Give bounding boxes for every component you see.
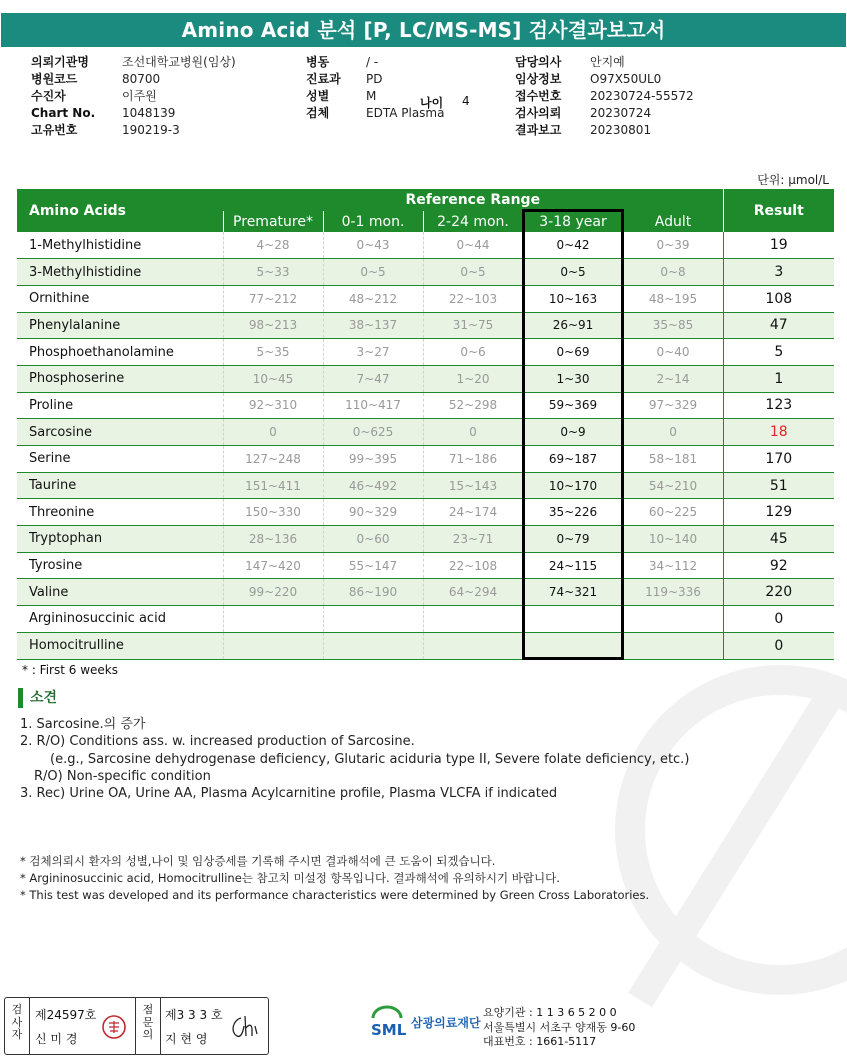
reference-range-cell	[423, 606, 523, 633]
label-department: 진료과	[306, 72, 341, 86]
label-ward: 병동	[306, 55, 330, 69]
result-value: 18	[723, 419, 834, 446]
reference-range-cell: 0~43	[323, 232, 423, 259]
tester-label: 검사자	[11, 1003, 23, 1041]
reference-range-cell	[223, 606, 323, 633]
findings-heading: 소견	[18, 688, 57, 708]
reference-range-cell: 4~28	[223, 232, 323, 259]
amino-acid-name: Sarcosine	[17, 419, 223, 446]
sml-logo-icon	[367, 1004, 407, 1040]
reviewer-license-no: 제3 3 3 호	[165, 1008, 223, 1022]
value-sex: M	[366, 89, 377, 103]
amino-acid-name: 3-Methylhistidine	[17, 259, 223, 286]
result-value: 92	[723, 552, 834, 579]
table-row	[17, 472, 834, 499]
reference-range-cell: 10~170	[523, 472, 623, 499]
value-patient: 이주원	[122, 89, 157, 103]
label-report-date: 결과보고	[515, 123, 562, 137]
reference-range-cell: 127~248	[223, 446, 323, 473]
reference-range-cell: 0~60	[323, 526, 423, 553]
reference-range-cell: 0	[423, 419, 523, 446]
finding-line: 1. Sarcosine.의 증가	[20, 717, 146, 732]
label-receipt-no: 접수번호	[515, 89, 562, 103]
reference-range-cell: 74~321	[523, 579, 623, 606]
subheader-0-1-mon: 0-1 mon.	[323, 211, 423, 232]
reference-range-cell: 0~5	[323, 259, 423, 286]
finding-line: 2. R/O) Conditions ass. w. increased production of Sarcosine.	[20, 734, 415, 750]
amino-acid-name: Taurine	[17, 472, 223, 499]
highlight-3-18-year-box	[522, 209, 624, 660]
value-receipt-no: 20230724-55572	[590, 89, 694, 103]
subheader-adult: Adult	[623, 211, 723, 232]
reference-range-cell: 15~143	[423, 472, 523, 499]
table-row	[17, 285, 834, 312]
value-hospital-code: 80700	[122, 72, 161, 86]
reference-range-cell: 48~212	[323, 285, 423, 312]
amino-acid-table	[17, 189, 834, 660]
reference-range-cell: 24~174	[423, 499, 523, 526]
lab-logo	[367, 1004, 481, 1040]
label-specimen: 검체	[306, 106, 330, 120]
reference-range-cell: 2~14	[623, 365, 723, 392]
reference-range-cell: 23~71	[423, 526, 523, 553]
reference-range-cell: 0~625	[323, 419, 423, 446]
reference-range-cell	[423, 632, 523, 659]
notes	[20, 853, 649, 904]
header-amino-acids: Amino Acids	[17, 189, 223, 232]
lab-info-line: 서울특별시 서초구 양재동 9-60	[483, 1020, 636, 1034]
reference-range-cell: 1~20	[423, 365, 523, 392]
result-value: 47	[723, 312, 834, 339]
value-request-date: 20230724	[590, 106, 652, 120]
amino-acid-name: Phosphoserine	[17, 365, 223, 392]
reference-range-cell: 0~5	[523, 259, 623, 286]
amino-acid-name: Valine	[17, 579, 223, 606]
reference-range-cell: 58~181	[623, 446, 723, 473]
result-value: 170	[723, 446, 834, 473]
reference-range-cell: 151~411	[223, 472, 323, 499]
reference-range-cell: 52~298	[423, 392, 523, 419]
reference-range-cell: 59~369	[523, 392, 623, 419]
result-value: 129	[723, 499, 834, 526]
table-row	[17, 339, 834, 366]
reference-range-cell: 5~33	[223, 259, 323, 286]
watermark-graphic	[600, 600, 847, 1060]
reference-range-cell: 35~85	[623, 312, 723, 339]
result-value: 19	[723, 232, 834, 259]
table-row	[17, 419, 834, 446]
amino-acid-name: 1-Methylhistidine	[17, 232, 223, 259]
svg-text:SML: SML	[371, 1021, 407, 1039]
header-result: Result	[723, 189, 834, 232]
lab-info-line: 요양기관 : 1 1 3 6 5 2 0 0	[483, 1006, 617, 1019]
amino-acid-name: Serine	[17, 446, 223, 473]
reference-range-cell: 0~9	[523, 419, 623, 446]
reference-range-cell: 0~5	[423, 259, 523, 286]
reference-range-cell: 31~75	[423, 312, 523, 339]
reference-range-cell: 150~330	[223, 499, 323, 526]
reference-range-cell: 86~190	[323, 579, 423, 606]
table-row	[17, 365, 834, 392]
unit-label: 단위: μmol/L	[757, 173, 829, 187]
note-line: * Argininosuccinic acid, Homocitrulline는 참고치 미설정 항목입니다. 결과해석에 유의하시기 바랍니다.	[20, 871, 560, 885]
result-value: 51	[723, 472, 834, 499]
value-specimen: EDTA Plasma	[366, 106, 445, 120]
reference-range-cell: 3~27	[323, 339, 423, 366]
lab-info-line: 대표번호 : 1661-5117	[483, 1035, 597, 1048]
note-line: * 검체의뢰시 환자의 성별,나이 및 임상증세를 기록해 주시면 결과해석에 큰 도움이 되겠습니다.	[20, 854, 496, 868]
value-department: PD	[366, 72, 383, 86]
reviewer-name: 지 현 영	[165, 1032, 208, 1046]
reference-range-cell: 1~30	[523, 365, 623, 392]
table-row	[17, 526, 834, 553]
amino-acid-name: Ornithine	[17, 285, 223, 312]
table-row	[17, 259, 834, 286]
amino-acid-name: Tyrosine	[17, 552, 223, 579]
reference-range-cell: 64~294	[423, 579, 523, 606]
reference-range-cell: 98~213	[223, 312, 323, 339]
label-clinical-info: 임상정보	[515, 72, 562, 86]
reference-range-cell: 69~187	[523, 446, 623, 473]
reference-range-cell: 28~136	[223, 526, 323, 553]
reference-range-cell: 10~45	[223, 365, 323, 392]
reference-range-cell: 0	[623, 419, 723, 446]
reference-range-cell: 10~140	[623, 526, 723, 553]
table-row	[17, 446, 834, 473]
reference-range-cell	[323, 632, 423, 659]
reference-range-cell: 0~44	[423, 232, 523, 259]
findings-text	[20, 716, 689, 802]
handwritten-signature-icon	[227, 1012, 263, 1042]
result-value: 0	[723, 632, 834, 659]
value-chart-no: 1048139	[122, 106, 176, 120]
reference-range-cell: 0~39	[623, 232, 723, 259]
amino-acid-name: Homocitrulline	[17, 632, 223, 659]
value-institution: 조선대학교병원(임상)	[122, 55, 236, 69]
reference-range-cell: 90~329	[323, 499, 423, 526]
reference-range-cell	[323, 606, 423, 633]
signature-box	[4, 997, 269, 1055]
subheader-premature: Premature*	[223, 211, 323, 232]
reference-range-cell: 0~8	[623, 259, 723, 286]
reference-range-cell: 54~210	[623, 472, 723, 499]
table-row	[17, 312, 834, 339]
info-col-3	[515, 54, 694, 139]
value-age: 4	[462, 94, 470, 108]
table-row	[17, 552, 834, 579]
reference-range-cell: 77~212	[223, 285, 323, 312]
label-hospital-code: 병원코드	[31, 72, 78, 86]
reference-range-cell: 97~329	[623, 392, 723, 419]
subheader-2-24-mon: 2-24 mon.	[423, 211, 523, 232]
result-value: 5	[723, 339, 834, 366]
label-unique-no: 고유번호	[31, 123, 78, 137]
reference-range-cell: 147~420	[223, 552, 323, 579]
reference-range-cell	[223, 632, 323, 659]
reference-range-cell: 110~417	[323, 392, 423, 419]
amino-acid-name: Tryptophan	[17, 526, 223, 553]
tester-name: 신 미 경	[35, 1032, 78, 1046]
reference-range-cell: 22~103	[423, 285, 523, 312]
result-value: 123	[723, 392, 834, 419]
finding-line: 3. Rec) Urine OA, Urine AA, Plasma Acylcarnitine profile, Plasma VLCFA if indicated	[20, 786, 558, 802]
amino-acid-name: Argininosuccinic acid	[17, 606, 223, 633]
reference-range-cell: 119~336	[623, 579, 723, 606]
lab-org-name: 삼광의료재단	[411, 1015, 481, 1030]
label-institution: 의뢰기관명	[31, 55, 89, 69]
reference-range-cell: 0	[223, 419, 323, 446]
reference-range-cell: 0~79	[523, 526, 623, 553]
reference-range-cell: 26~91	[523, 312, 623, 339]
reference-range-cell: 35~226	[523, 499, 623, 526]
note-line: * This test was developed and its performance characteristics were determined by Green Cross Laboratories.	[20, 888, 650, 902]
report-title: Amino Acid 분석 [P, LC/MS-MS] 검사결과보고서	[1, 13, 846, 47]
table-row	[17, 499, 834, 526]
reviewer-label: 점문의	[142, 1003, 154, 1041]
reference-range-cell: 0~40	[623, 339, 723, 366]
table-row	[17, 232, 834, 259]
reference-range-cell: 55~147	[323, 552, 423, 579]
amino-acid-name: Phosphoethanolamine	[17, 339, 223, 366]
reference-range-cell: 22~108	[423, 552, 523, 579]
tester-license-no: 제24597호	[35, 1008, 97, 1022]
label-request-date: 검사의뢰	[515, 106, 562, 120]
result-value: 3	[723, 259, 834, 286]
reference-range-cell: 0~42	[523, 232, 623, 259]
label-patient: 수진자	[31, 89, 66, 103]
label-age: 나이	[420, 96, 444, 110]
finding-line: R/O) Non-specific condition	[34, 768, 211, 784]
header-reference-range: Reference Range	[223, 189, 723, 211]
reference-range-cell: 60~225	[623, 499, 723, 526]
value-ward: / -	[366, 55, 379, 69]
reference-range-cell: 24~115	[523, 552, 623, 579]
value-unique-no: 190219-3	[122, 123, 180, 137]
reference-range-cell: 0~69	[523, 339, 623, 366]
reference-range-cell: 92~310	[223, 392, 323, 419]
label-sex: 성별	[306, 89, 330, 103]
value-clinical-info: O97X50UL0	[590, 72, 662, 86]
reference-range-cell: 71~186	[423, 446, 523, 473]
info-col-1	[31, 54, 236, 139]
reference-range-cell: 99~395	[323, 446, 423, 473]
reference-range-cell: 5~35	[223, 339, 323, 366]
reference-range-cell: 34~112	[623, 552, 723, 579]
label-physician: 담당의사	[515, 55, 562, 69]
result-value: 0	[723, 606, 834, 633]
label-chart-no: Chart No.	[31, 106, 96, 120]
table-footnote: * : First 6 weeks	[22, 663, 118, 677]
seal-stamp-icon	[101, 1014, 127, 1040]
amino-acid-name: Proline	[17, 392, 223, 419]
result-value: 220	[723, 579, 834, 606]
reference-range-cell: 99~220	[223, 579, 323, 606]
result-value: 108	[723, 285, 834, 312]
table-row	[17, 392, 834, 419]
reference-range-cell: 10~163	[523, 285, 623, 312]
subheader-3-18-year: 3-18 year	[523, 211, 623, 232]
amino-acid-name: Threonine	[17, 499, 223, 526]
reference-range-cell: 46~492	[323, 472, 423, 499]
result-value: 45	[723, 526, 834, 553]
result-value: 1	[723, 365, 834, 392]
finding-line: (e.g., Sarcosine dehydrogenase deficiency, Glutaric aciduria type II, Severe folate deficiency, etc.)	[50, 751, 690, 767]
reference-range-cell: 48~195	[623, 285, 723, 312]
amino-acid-name: Phenylalanine	[17, 312, 223, 339]
reference-range-cell: 7~47	[323, 365, 423, 392]
value-physician: 안지예	[590, 55, 625, 69]
reference-range-cell: 38~137	[323, 312, 423, 339]
value-report-date: 20230801	[590, 123, 652, 137]
reference-range-cell: 0~6	[423, 339, 523, 366]
info-col-2	[306, 54, 444, 122]
